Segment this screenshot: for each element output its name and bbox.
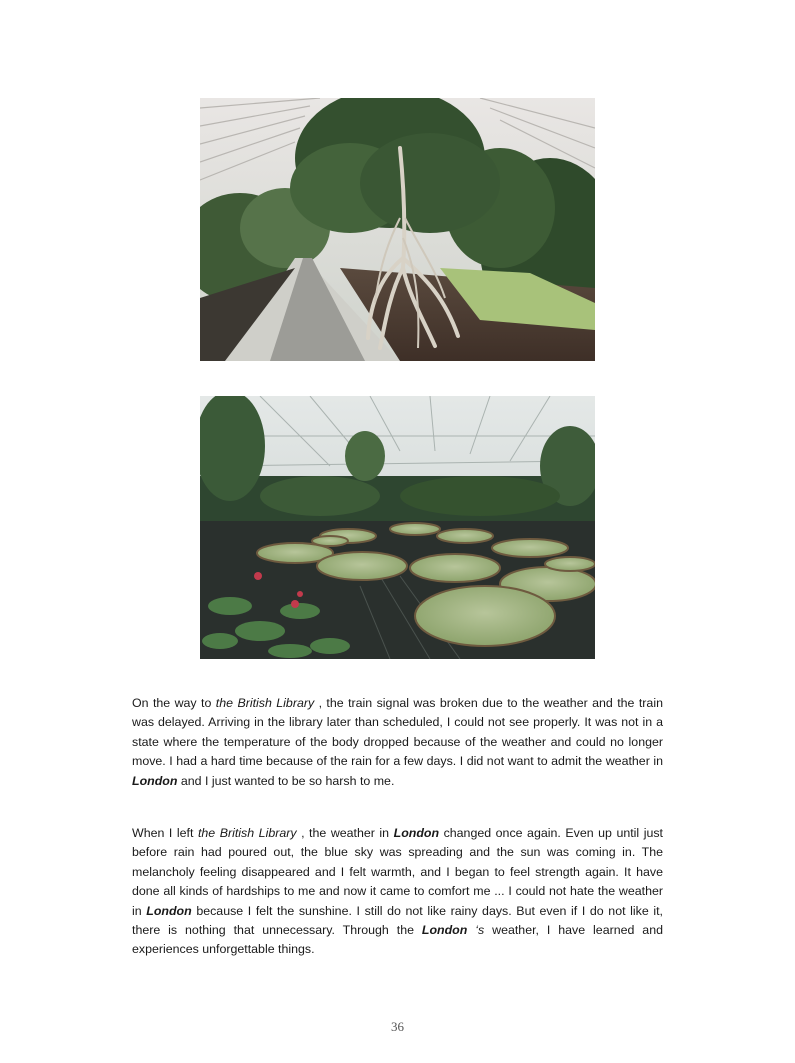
place-name-text: London [146,903,192,918]
italic-text: the British Library [215,696,315,710]
paragraph-text: , the weather in [296,826,394,840]
paragraph-text: weather, I have learned and experiences unforgettable things. [132,923,663,957]
page-number: 36 [391,1019,404,1034]
place-name-text: London [132,773,178,788]
body-paragraph [132,694,663,791]
waterlily-pond-illustration [200,396,595,659]
italic-text: the British Library [197,826,297,840]
paragraph-text: On the way to [132,696,216,710]
paragraph-text: because I felt the sunshine. I still do not like rainy days. But even if I do not like it, there is nothing that unnecessary. Through the [132,903,664,938]
paragraph-text: When I left [132,826,198,840]
greenhouse-path-photo [200,98,595,361]
greenhouse-path-illustration [200,98,595,361]
waterlily-house-photo [200,396,595,659]
place-name-text: London [421,923,468,938]
place-name-text: London [393,826,440,840]
paragraph-text: , the train signal was broken due to the weather and the train was delayed. Arriving in the library later than scheduled, I could not see properly. It was not in a state where the temperature of the body dropped because of the weather and could no longer move. I had a hard time because of the rain for a few days. I did not want to admit the weather in [132,696,663,769]
body-paragraph [132,824,663,960]
paragraph-text: changed once again. Even up until just before rain had poured out, the blue sky was spreading and the sun was coming in. The melancholy feeling disappeared and I felt warmth, and I began to feel strength again. It have done all kinds of hardships to me and now it came to comfort me ... I could not hate the weather in [132,826,663,918]
italic-text: ‘s [467,923,485,938]
paragraph-text: and I just wanted to be so harsh to me. [177,773,395,788]
